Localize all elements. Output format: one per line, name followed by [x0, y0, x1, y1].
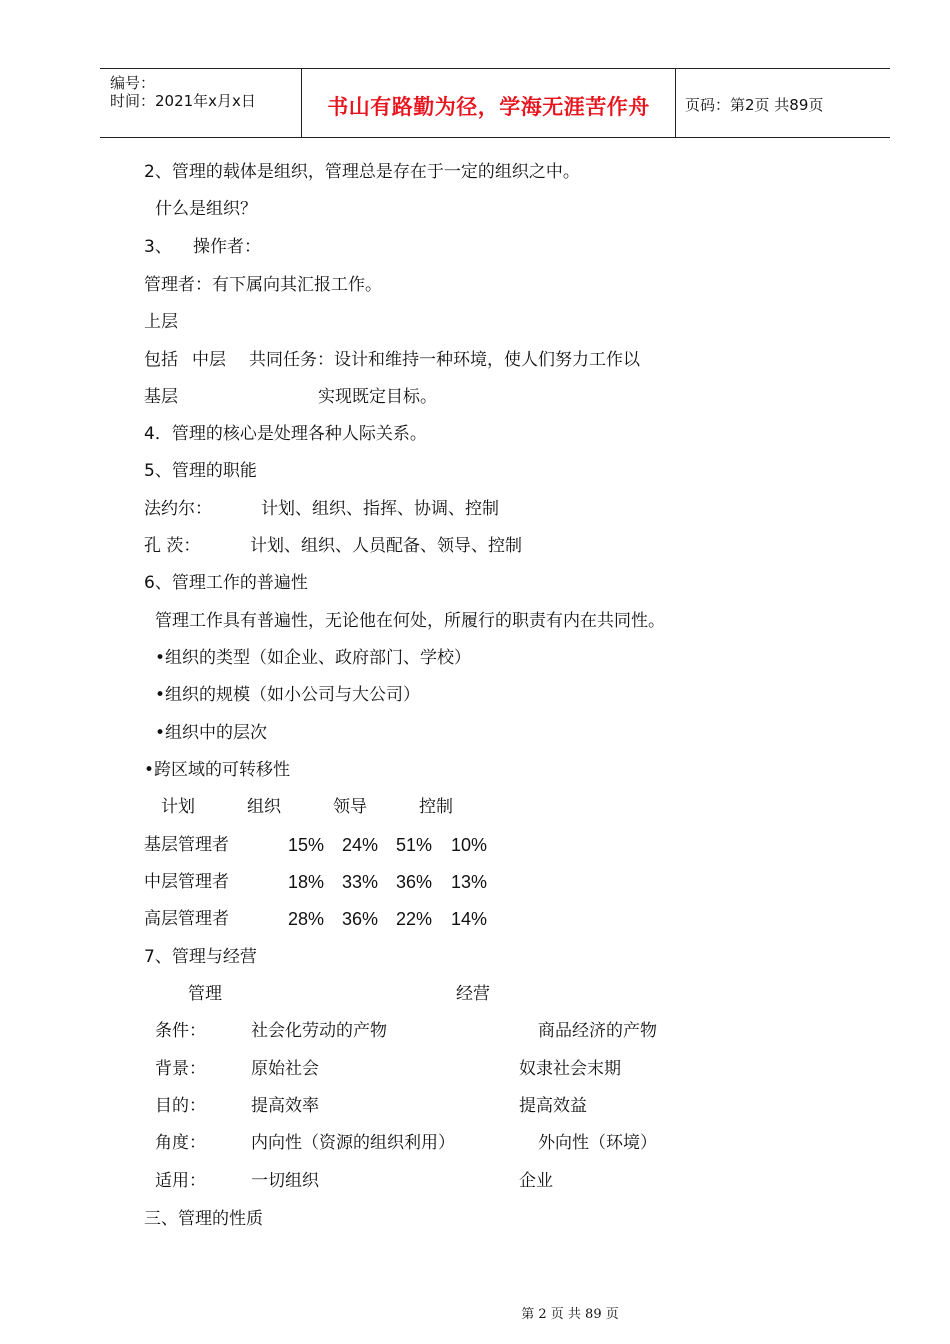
table-row-label: 高层管理者: [144, 909, 229, 929]
table-cell: 51%: [396, 835, 433, 855]
compare-cell-left: 社会化劳动的产物: [251, 1021, 387, 1041]
table-cell: 36%: [396, 872, 433, 892]
compare-cell-left: 提高效率: [251, 1096, 319, 1116]
table-header-lead: 领导: [333, 797, 367, 817]
level-base: 基层: [144, 387, 178, 407]
section-manage-vs-operate: 7、管理与经营: [144, 947, 257, 967]
label-include: 包括: [144, 350, 178, 370]
paragraph-universality: 管理工作具有普遍性，无论他在何处，所履行的职责有内在共同性。: [155, 611, 665, 631]
bullet-org-type: •组织的类型（如企业、政府部门、学校）: [155, 648, 472, 668]
header-page-cell: [676, 69, 890, 137]
page-header: [100, 68, 890, 138]
paragraph-what-is-org: 什么是组织？: [155, 199, 257, 219]
table-cell: 24%: [342, 835, 379, 855]
common-task-cont: 实现既定目标。: [318, 387, 437, 407]
compare-cell-left: 原始社会: [251, 1059, 319, 1079]
table-cell: 14%: [451, 909, 488, 929]
bullet-org-scale: •组织的规模（如小公司与大公司）: [155, 685, 421, 705]
paragraph-operator-num: 3、: [144, 237, 172, 257]
number-label: 编号：: [110, 74, 156, 92]
table-header-control: 控制: [419, 797, 453, 817]
compare-row-label: 适用：: [155, 1171, 206, 1191]
compare-cell-left: 一切组织: [251, 1171, 319, 1191]
section-universality: 6、管理工作的普遍性: [144, 573, 308, 593]
compare-cell-right: 企业: [519, 1171, 553, 1191]
compare-cell-right: 提高效益: [519, 1096, 587, 1116]
table-header-organize: 组织: [247, 797, 281, 817]
table-cell: 36%: [342, 909, 379, 929]
paragraph-carrier: 2、管理的载体是组织，管理总是存在于一定的组织之中。: [144, 162, 580, 182]
table-cell: 13%: [451, 872, 488, 892]
motto-text: 书山有路勤为径，学海无涯苦作舟: [327, 95, 650, 119]
table-row-label: 基层管理者: [144, 835, 229, 855]
table-cell: 15%: [288, 835, 325, 855]
paragraph-core: 4．管理的核心是处理各种人际关系。: [144, 424, 427, 444]
koontz-label: 孔 茨：: [144, 536, 201, 556]
compare-cell-left: 内向性（资源的组织利用）: [251, 1133, 455, 1153]
paragraph-operator: 操作者：: [193, 237, 261, 257]
compare-row-label: 目的：: [155, 1096, 206, 1116]
compare-cell-right: 商品经济的产物: [538, 1021, 657, 1041]
common-task: 共同任务：设计和维持一种环境，使人们努力工作以: [249, 350, 640, 370]
table-header-plan: 计划: [161, 797, 195, 817]
compare-row-label: 条件：: [155, 1021, 206, 1041]
header-meta-cell: [100, 69, 302, 137]
table-cell: 33%: [342, 872, 379, 892]
compare-header-manage: 管理: [188, 984, 222, 1004]
koontz-functions: 计划、组织、人员配备、领导、控制: [250, 536, 522, 556]
table-row-label: 中层管理者: [144, 872, 229, 892]
table-cell: 28%: [288, 909, 325, 929]
compare-row-label: 角度：: [155, 1133, 206, 1153]
fayol-label: 法约尔：: [144, 499, 212, 519]
table-cell: 22%: [396, 909, 433, 929]
compare-cell-right: 外向性（环境）: [538, 1133, 657, 1153]
fayol-functions: 计划、组织、指挥、协调、控制: [261, 499, 499, 519]
table-cell: 10%: [451, 835, 488, 855]
page-footer: 第 2 页 共 89 页: [521, 1307, 619, 1322]
page-code: 页码：第2页 共89页: [685, 96, 824, 114]
table-cell: 18%: [288, 872, 325, 892]
section-nature: 三、管理的性质: [144, 1209, 263, 1229]
section-functions: 5、管理的职能: [144, 461, 257, 481]
level-top: 上层: [144, 312, 178, 332]
bullet-transferable: •跨区域的可转移性: [144, 760, 291, 780]
header-motto-cell: [302, 69, 676, 137]
time-label: 时间：2021年x月x日: [110, 92, 256, 110]
bullet-org-level: •组织中的层次: [155, 723, 268, 743]
level-middle: 中层: [192, 350, 226, 370]
paragraph-manager-def: 管理者：有下属向其汇报工作。: [144, 275, 382, 295]
compare-header-operate: 经营: [456, 984, 490, 1004]
compare-row-label: 背景：: [155, 1059, 206, 1079]
compare-cell-right: 奴隶社会末期: [519, 1059, 621, 1079]
